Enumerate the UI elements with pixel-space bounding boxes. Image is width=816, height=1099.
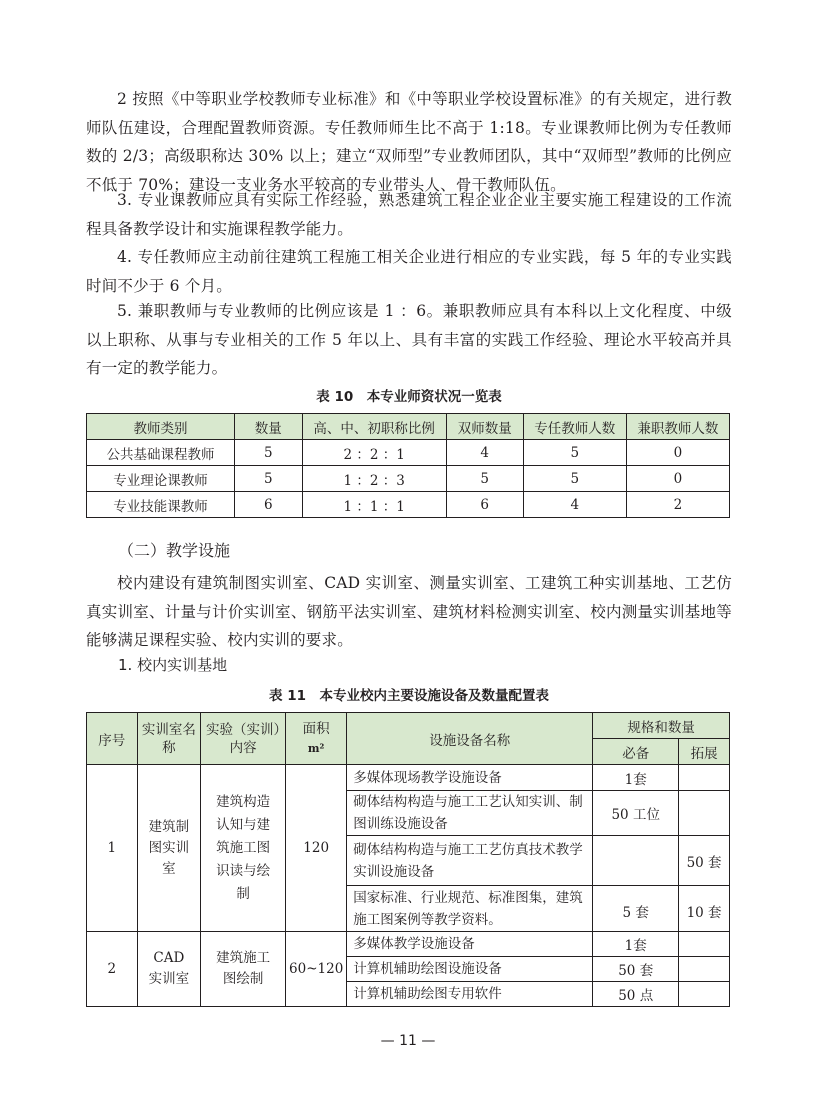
paragraph-teacher-staffing: 2 按照《中等职业学校教师专业标准》和《中等职业学校设置标准》的有关规定，进行教师队伍建设，合理配置教师资源。专任教师师生比不高于 1:18。专业课教师比例为专任教师数的 2/3；高级职称达 30% 以上；建立“双师型”专业教师团队，其中“双师型”教师的比例应不低于 70%；建设一支业务水平较高的专业带头人、骨干教师队伍。 <box>86 90 732 194</box>
facilities-equipment-table <box>86 712 730 1007</box>
table-cell: 多媒体现场教学设施设备 <box>347 765 593 791</box>
table-cell: 4 <box>523 492 626 518</box>
table-cell <box>679 765 730 791</box>
table-cell: 0 <box>626 466 729 492</box>
teacher-status-table <box>86 413 730 518</box>
paragraph-enterprise-practice: 4. 专任教师应主动前往建筑工程施工相关企业进行相应的专业实践，每 5 年的专业实践时间不少于 6 个月。 <box>86 248 732 295</box>
column-header: 规格和数量 <box>593 713 730 739</box>
table-cell: 6 <box>234 492 302 518</box>
table-cell: 10 套 <box>679 886 730 932</box>
table-row <box>87 492 730 518</box>
column-header: 实验（实训）内容 <box>201 713 286 765</box>
table-cell: 5 <box>234 466 302 492</box>
table-cell: 6 <box>446 492 523 518</box>
table-cell: 1 <box>87 765 138 932</box>
column-header: 拓展 <box>679 739 730 765</box>
column-header: 高、中、初职称比例 <box>302 414 446 440</box>
table-cell: 50 套 <box>593 957 679 982</box>
table-row <box>87 440 730 466</box>
column-header: 教师类别 <box>87 414 235 440</box>
table-row <box>87 466 730 492</box>
table-cell: 计算机辅助绘图设施设备 <box>347 957 593 982</box>
paragraph-part-time-ratio: 5. 兼职教师与专业教师的比例应该是 1 ：6。兼职教师应具有本科以上文化程度、中级以上职称、从事与专业相关的工作 5 年以上、具有丰富的实践工作经验、理论水平较高并具有一定的教学能力。 <box>86 302 732 377</box>
column-header: 序号 <box>87 713 138 765</box>
table-cell <box>679 932 730 957</box>
table-cell: 50 点 <box>593 982 679 1007</box>
table-cell: 建筑施工图绘制 <box>201 932 286 1007</box>
table10-caption: 表 10 本专业师资状况一览表 <box>316 389 502 405</box>
table-row <box>87 765 730 791</box>
table-cell: 2 <box>626 492 729 518</box>
subsection-heading: 1. 校内实训基地 <box>118 656 228 674</box>
section-heading: （二）教学设施 <box>118 541 231 560</box>
table-cell <box>679 791 730 836</box>
table-cell: 50 工位 <box>593 791 679 836</box>
column-header: 设施设备名称 <box>347 713 593 765</box>
table-cell: 1套 <box>593 765 679 791</box>
table-cell: 2 ：2 ：1 <box>302 440 446 466</box>
table-cell: 计算机辅助绘图专用软件 <box>347 982 593 1007</box>
table-cell: 多媒体教学设施设备 <box>347 932 593 957</box>
table-cell: 120 <box>286 765 347 932</box>
area-label: 面积 <box>302 720 330 737</box>
table-cell: 砌体结构构造与施工工艺仿真技术教学实训设施设备 <box>347 836 593 886</box>
table-cell: 50 套 <box>679 836 730 886</box>
table-cell: CAD 实训室 <box>137 932 201 1007</box>
column-header: 兼职教师人数 <box>626 414 729 440</box>
table-cell: 专业理论课教师 <box>87 466 235 492</box>
column-header: 数量 <box>234 414 302 440</box>
table-row <box>87 932 730 957</box>
table-cell: 2 <box>87 932 138 1007</box>
table-cell: 4 <box>446 440 523 466</box>
table-cell: 砌体结构构造与施工工艺认知实训、制图训练设施设备 <box>347 791 593 836</box>
table-cell: 国家标准、行业规范、标准图集，建筑施工图案例等教学资料。 <box>347 886 593 932</box>
table-cell <box>679 982 730 1007</box>
table-cell: 1 ：2 ：3 <box>302 466 446 492</box>
table-cell <box>593 836 679 886</box>
table-cell: 5 <box>523 440 626 466</box>
table-header-row <box>87 713 730 739</box>
area-unit: m² <box>307 741 325 755</box>
column-header: 双师数量 <box>446 414 523 440</box>
table-header-row <box>87 414 730 440</box>
table-cell: 专业技能课教师 <box>87 492 235 518</box>
table-cell <box>679 957 730 982</box>
column-header: 必备 <box>593 739 679 765</box>
table-cell: 公共基础课程教师 <box>87 440 235 466</box>
table-cell: 1 ：1 ：1 <box>302 492 446 518</box>
page-number: — 11 — <box>380 1033 436 1049</box>
paragraph-facilities: 校内建设有建筑制图实训室、CAD 实训室、测量实训室、工建筑工种实训基地、工艺仿真实训室、计量与计价实训室、钢筋平法实训室、建筑材料检测实训室、校内测量实训基地等能够满足课程实验、校内实训的要求。 <box>86 574 732 649</box>
table11-caption: 表 11 本专业校内主要设施设备及数量配置表 <box>269 688 549 704</box>
table-cell: 建筑构造认知与建筑施工图识读与绘制 <box>201 765 286 932</box>
paragraph-work-experience: 3. 专业课教师应具有实际工作经验，熟悉建筑工程企业企业主要实施工程建设的工作流程具备教学设计和实施课程教学能力。 <box>86 191 732 238</box>
table-cell: 1套 <box>593 932 679 957</box>
table-cell: 建筑制图实训室 <box>137 765 201 932</box>
column-header: 实训室名称 <box>137 713 201 765</box>
table-cell: 5 套 <box>593 886 679 932</box>
table-cell: 0 <box>626 440 729 466</box>
table-cell: 5 <box>446 466 523 492</box>
column-header: 专任教师人数 <box>523 414 626 440</box>
column-header <box>286 713 347 765</box>
table-cell: 5 <box>234 440 302 466</box>
table-cell: 60~120 <box>286 932 347 1007</box>
table-cell: 5 <box>523 466 626 492</box>
